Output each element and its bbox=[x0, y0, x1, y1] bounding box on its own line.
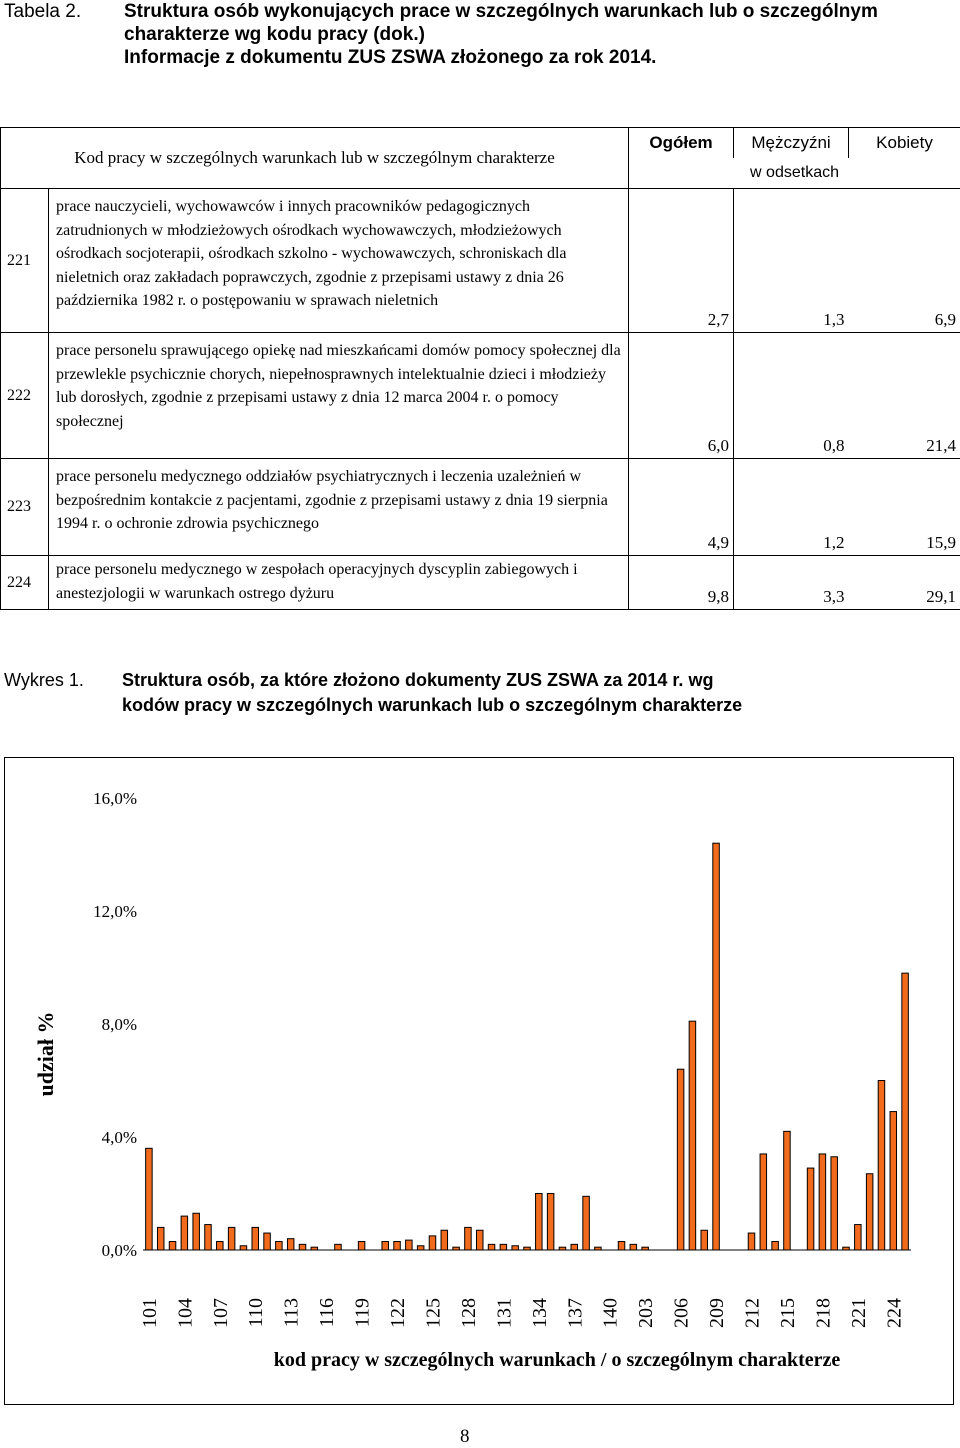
bar-131 bbox=[500, 1244, 507, 1250]
row-men: 3,3 bbox=[734, 556, 849, 610]
x-tick-label: 140 bbox=[600, 1298, 622, 1328]
bar-214 bbox=[772, 1242, 779, 1250]
row-code: 222 bbox=[1, 333, 49, 459]
bar-221 bbox=[855, 1225, 862, 1250]
bar-115 bbox=[311, 1247, 318, 1250]
x-tick-label: 119 bbox=[352, 1298, 374, 1327]
x-axis-label: kod pracy w szczególnych warunkach / o szczególnym charakterze bbox=[274, 1349, 841, 1371]
bar-106 bbox=[205, 1225, 212, 1250]
x-tick-label: 212 bbox=[742, 1298, 764, 1328]
x-tick-label: 131 bbox=[493, 1298, 515, 1328]
bar-103 bbox=[169, 1242, 176, 1250]
bar-111 bbox=[264, 1233, 271, 1250]
y-tick-label: 0,0% bbox=[102, 1241, 137, 1260]
bar-113 bbox=[287, 1239, 294, 1250]
x-tick-label: 224 bbox=[883, 1298, 905, 1328]
table-row bbox=[1, 459, 960, 556]
row-description: prace personelu medycznego w zespołach operacyjnych dyscyplin zabiegowych i anestezjologii w warunkach ostrego dyżuru bbox=[49, 556, 629, 610]
bar-206 bbox=[677, 1069, 684, 1250]
bar-224 bbox=[890, 1112, 897, 1250]
header-main: Kod pracy w szczególnych warunkach lub w szczególnym charakterze bbox=[1, 128, 629, 189]
header-total: Ogółem bbox=[629, 128, 734, 159]
x-tick-label: 134 bbox=[529, 1298, 551, 1328]
x-tick-label: 125 bbox=[423, 1298, 445, 1328]
bar-129 bbox=[476, 1230, 483, 1250]
bar-112 bbox=[276, 1242, 283, 1250]
bar-212 bbox=[748, 1233, 755, 1250]
row-total: 9,8 bbox=[629, 556, 734, 610]
bar-135 bbox=[547, 1194, 554, 1251]
bar-130 bbox=[488, 1244, 495, 1250]
bar-208 bbox=[701, 1230, 708, 1250]
bar-119 bbox=[358, 1242, 365, 1250]
row-women: 21,4 bbox=[849, 333, 960, 459]
y-tick-label: 4,0% bbox=[102, 1128, 137, 1147]
row-women: 15,9 bbox=[849, 459, 960, 556]
bar-220 bbox=[843, 1247, 850, 1250]
row-code: 223 bbox=[1, 459, 49, 556]
bar-213 bbox=[760, 1154, 767, 1250]
x-tick-label: 221 bbox=[848, 1298, 870, 1328]
bar-123 bbox=[406, 1240, 413, 1250]
x-tick-label: 128 bbox=[458, 1298, 480, 1328]
table-row bbox=[1, 189, 960, 333]
x-tick-label: 209 bbox=[706, 1298, 728, 1328]
bar-101 bbox=[146, 1148, 153, 1250]
chart-title-line-2: kodów pracy w szczególnych warunkach lub o szczególnym charakterze bbox=[122, 693, 742, 718]
y-tick-label: 12,0% bbox=[93, 902, 137, 921]
bar-203 bbox=[642, 1247, 649, 1250]
bar-125 bbox=[429, 1236, 436, 1250]
bar-132 bbox=[512, 1246, 519, 1250]
y-tick-label: 16,0% bbox=[93, 789, 137, 808]
x-tick-label: 137 bbox=[564, 1298, 586, 1328]
bar-223 bbox=[878, 1081, 885, 1251]
y-axis-label: udział % bbox=[33, 1012, 58, 1097]
table-title-line-1: Struktura osób wykonujących prace w szczególnych warunkach lub o szczególnym bbox=[124, 0, 878, 23]
bar-207 bbox=[689, 1021, 696, 1250]
x-tick-label: 107 bbox=[210, 1298, 232, 1328]
row-total: 6,0 bbox=[629, 333, 734, 459]
codes-table bbox=[0, 127, 960, 610]
x-tick-label: 110 bbox=[245, 1298, 267, 1327]
bar-202 bbox=[630, 1244, 637, 1250]
bar-124 bbox=[417, 1246, 424, 1250]
bar-137 bbox=[571, 1244, 578, 1250]
bar-chart-svg bbox=[5, 758, 953, 1404]
table-title-line-3: Informacje z dokumentu ZUS ZSWA złożonego za rok 2014. bbox=[124, 46, 656, 69]
bar-133 bbox=[524, 1247, 531, 1250]
bar-chart bbox=[4, 757, 954, 1405]
bar-102 bbox=[157, 1227, 164, 1250]
row-men: 1,3 bbox=[734, 189, 849, 333]
bar-108 bbox=[228, 1227, 235, 1250]
row-men: 1,2 bbox=[734, 459, 849, 556]
page-number: 8 bbox=[460, 1426, 470, 1448]
x-tick-label: 104 bbox=[174, 1298, 196, 1328]
bar-105 bbox=[193, 1213, 200, 1250]
row-code: 221 bbox=[1, 189, 49, 333]
row-description: prace personelu medycznego oddziałów psychiatrycznych i leczenia uzależnień w bezpośrednim kontakcie z pacjentami, zgodnie z przepisami ustawy z dnia 19 sierpnia 1994 r. o ochronie zdrowia psychicznego bbox=[49, 459, 629, 556]
bar-122 bbox=[394, 1242, 401, 1250]
bar-217 bbox=[807, 1168, 814, 1250]
bar-128 bbox=[465, 1227, 472, 1250]
table-title-line-2: charakterze wg kodu pracy (dok.) bbox=[124, 23, 425, 46]
table-row bbox=[1, 556, 960, 610]
x-tick-label: 113 bbox=[281, 1298, 303, 1327]
x-tick-label: 206 bbox=[671, 1298, 693, 1328]
table-row bbox=[1, 333, 960, 459]
bar-139 bbox=[595, 1247, 602, 1250]
header-men: Mężczyźni bbox=[734, 128, 849, 159]
bar-218 bbox=[819, 1154, 826, 1250]
y-tick-label: 8,0% bbox=[102, 1015, 137, 1034]
bar-104 bbox=[181, 1216, 188, 1250]
x-tick-label: 122 bbox=[387, 1298, 409, 1328]
header-women: Kobiety bbox=[849, 128, 960, 159]
x-tick-label: 116 bbox=[316, 1298, 338, 1327]
bar-109 bbox=[240, 1246, 247, 1250]
bar-215 bbox=[784, 1131, 791, 1250]
row-code: 224 bbox=[1, 556, 49, 610]
header-unit: w odsetkach bbox=[629, 158, 960, 189]
x-tick-label: 101 bbox=[139, 1298, 161, 1328]
bar-201 bbox=[618, 1242, 625, 1250]
row-total: 4,9 bbox=[629, 459, 734, 556]
bar-107 bbox=[217, 1242, 224, 1250]
table-label: Tabela 2. bbox=[4, 0, 81, 23]
bar-136 bbox=[559, 1247, 566, 1250]
bar-219 bbox=[831, 1157, 838, 1250]
bar-134 bbox=[536, 1194, 543, 1251]
x-tick-label: 203 bbox=[635, 1298, 657, 1328]
bar-110 bbox=[252, 1227, 259, 1250]
bar-126 bbox=[441, 1230, 448, 1250]
bar-222 bbox=[866, 1174, 873, 1250]
row-description: prace nauczycieli, wychowawców i innych pracowników pedagogicznych zatrudnionych w młodzieżowych ośrodkach wychowawczych, młodzieżowych ośrodkach socjoterapii, ośrodkach szkolno - wychowawczych, schroniskach dla nieletnich oraz zakładach poprawczych, zgodnie z przepisami ustawy z dnia 26 października 1982 r. o postępowaniu w sprawach nieletnich bbox=[49, 189, 629, 333]
codes-table-wrapper bbox=[0, 127, 960, 610]
bar-121 bbox=[382, 1242, 389, 1250]
chart-label: Wykres 1. bbox=[4, 668, 84, 693]
row-total: 2,7 bbox=[629, 189, 734, 333]
bar-117 bbox=[335, 1244, 342, 1250]
row-men: 0,8 bbox=[734, 333, 849, 459]
row-women: 6,9 bbox=[849, 189, 960, 333]
row-description: prace personelu sprawującego opiekę nad mieszkańcami domów pomocy społecznej dla przewlekle psychicznie chorych, niepełnosprawnych intelektualnie dzieci i młodzieży lub dorosłych, zgodnie z przepisami ustawy z dnia 12 marca 2004 r. o pomocy społecznej bbox=[49, 333, 629, 459]
x-tick-label: 218 bbox=[812, 1298, 834, 1328]
bar-114 bbox=[299, 1244, 306, 1250]
x-tick-label: 215 bbox=[777, 1298, 799, 1328]
bar-209 bbox=[713, 843, 720, 1250]
bar-127 bbox=[453, 1247, 460, 1250]
bar-138 bbox=[583, 1196, 590, 1250]
row-women: 29,1 bbox=[849, 556, 960, 610]
chart-title-line-1: Struktura osób, za które złożono dokumenty ZUS ZSWA za 2014 r. wg bbox=[122, 668, 713, 693]
bar-undefined bbox=[902, 973, 909, 1250]
